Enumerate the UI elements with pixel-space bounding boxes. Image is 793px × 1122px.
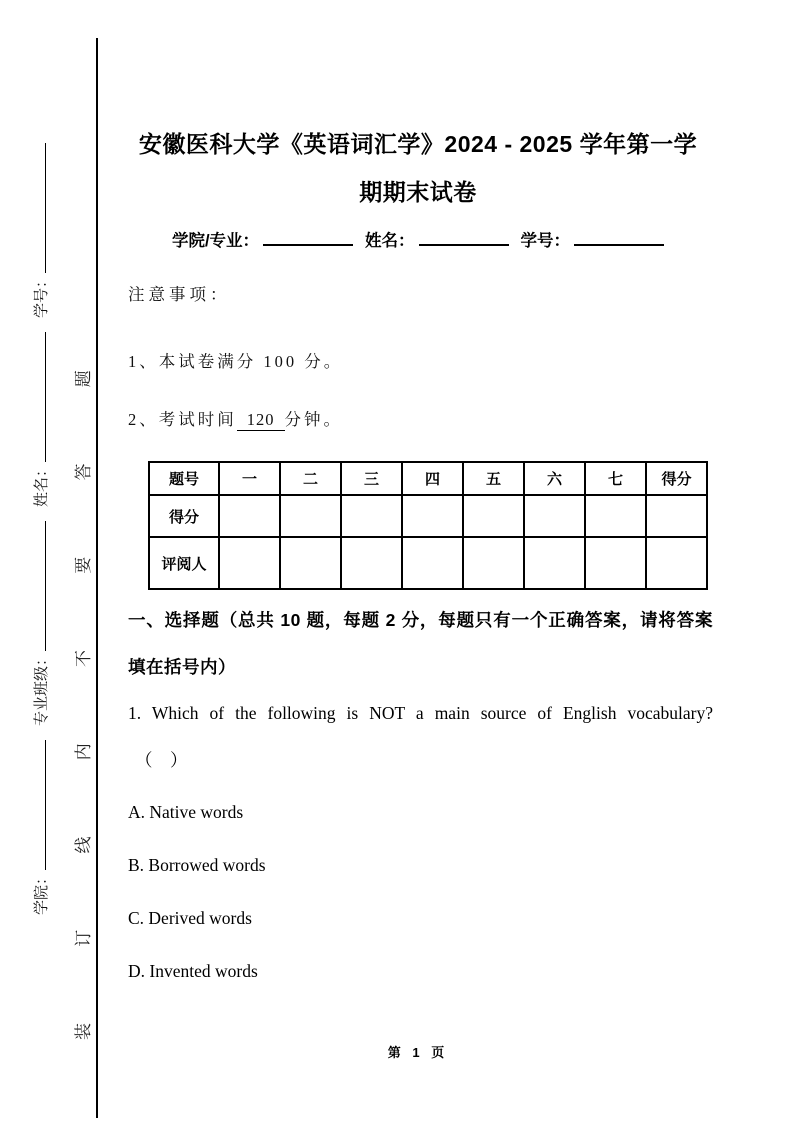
score-table-reviewer-row: [149, 537, 707, 589]
score-cell-empty: [585, 495, 646, 537]
info-label-name: 姓名：: [365, 232, 415, 250]
reviewer-cell-empty: [646, 537, 707, 589]
field-blank-major-class: [31, 521, 46, 651]
notice-item-2: [128, 406, 343, 431]
info-blank-college-major: [263, 229, 353, 246]
reviewer-cell-empty: [402, 537, 463, 589]
field-blank-student-id: [31, 143, 46, 273]
reviewer-row-label: 评阅人: [149, 537, 219, 589]
score-table-header-cell: 得分: [646, 462, 707, 495]
exam-duration-value: 120: [237, 410, 285, 431]
binding-line-text: 装 订 线 内 不 要 答 题: [74, 370, 93, 1040]
reviewer-cell-empty: [219, 537, 280, 589]
score-cell-empty: [524, 495, 585, 537]
page-title-line-2: 期期末试卷: [359, 179, 477, 205]
reviewer-cell-empty: [341, 537, 402, 589]
question-1-option-a: A. Native words: [128, 802, 244, 822]
info-label-college-major: 学院/专业：: [171, 232, 260, 250]
score-table-header-cell: 四: [402, 462, 463, 495]
score-table-header-cell: 七: [585, 462, 646, 495]
score-table-header-cell: 五: [463, 462, 524, 495]
notice-item-2-suffix: 分钟。: [284, 410, 343, 429]
score-table-header-row: [149, 462, 707, 495]
notice-item-2-prefix: 2、考试时间: [128, 410, 237, 429]
score-row-label: 得分: [149, 495, 219, 537]
field-label-major-class: 专业班级：: [34, 650, 50, 726]
question-1-option-b: B. Borrowed words: [128, 855, 266, 875]
score-cell-empty: [219, 495, 280, 537]
notice-item-1: 1、本试卷满分 100 分。: [128, 352, 344, 371]
question-1-option-c: C. Derived words: [128, 908, 252, 928]
page-number: 第 1 页: [387, 1045, 449, 1060]
field-label-student-id: 学号：: [34, 272, 50, 318]
score-cell-empty: [402, 495, 463, 537]
field-blank-name: [31, 332, 46, 462]
reviewer-cell-empty: [585, 537, 646, 589]
score-table: [148, 461, 708, 590]
score-cell-empty: [646, 495, 707, 537]
score-table-header-cell: 题号: [149, 462, 219, 495]
notice-heading: 注意事项：: [128, 285, 231, 304]
score-table-header-cell: 三: [341, 462, 402, 495]
score-table-header-cell: 一: [219, 462, 280, 495]
info-blank-student-id: [574, 229, 664, 246]
score-cell-empty: [341, 495, 402, 537]
student-info-line: [118, 227, 718, 255]
question-1-answer-parentheses: （ ）: [135, 750, 188, 770]
student-info-vertical: [28, 115, 56, 915]
page-title-line-1: 安徽医科大学《英语词汇学》2024 - 2025 学年第一学: [138, 131, 698, 157]
field-blank-college: [31, 740, 46, 870]
info-label-student-id: 学号：: [520, 232, 571, 250]
score-table-header-cell: 二: [280, 462, 341, 495]
field-label-college: 学院：: [34, 869, 50, 915]
question-1-option-d: D. Invented words: [128, 961, 258, 981]
reviewer-cell-empty: [463, 537, 524, 589]
score-cell-empty: [463, 495, 524, 537]
reviewer-cell-empty: [280, 537, 341, 589]
question-1-text: 1. Which of the following is NOT a main source of English vocabulary?: [128, 703, 713, 723]
info-blank-name: [419, 229, 509, 246]
score-table-score-row: [149, 495, 707, 537]
reviewer-cell-empty: [524, 537, 585, 589]
section-1-heading: 一、选择题（总共 10 题，每题 2 分，每题只有一个正确答案，请将答案填在括号内）: [128, 610, 713, 677]
page-title: [118, 120, 718, 216]
score-table-header-cell: 六: [524, 462, 585, 495]
score-cell-empty: [280, 495, 341, 537]
field-label-name: 姓名：: [34, 461, 50, 507]
